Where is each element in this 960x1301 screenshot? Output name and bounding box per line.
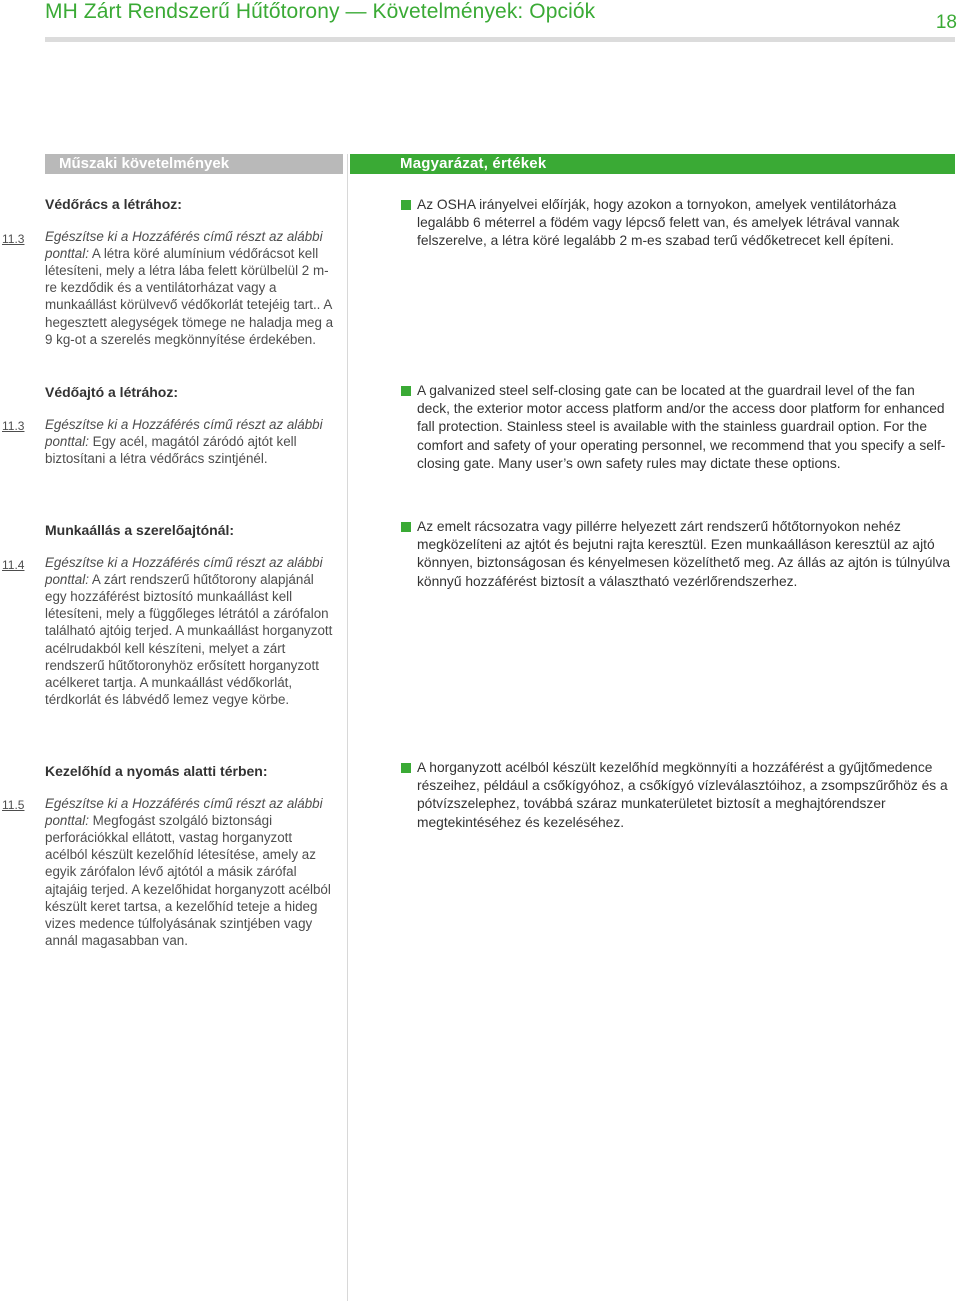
section-heading: Munkaállás a szerelőajtónál: (45, 522, 235, 538)
note-text: A horganyzott acélból készült kezelőhíd megkönnyíti a hozzáférést a gyűjtőmedence részeihez, például a csőkígyóhoz, a csőkígyó vízleválasztóihoz, a zsompszűrőhöz és a pótvízszelephez, továbbá száraz munkaterületet biztosít a meghajtórendszer megtekintéséhez és kezeléséhez. (417, 760, 948, 830)
section-lead: Egészítse ki a Hozzáférés című részt az alábbi ponttal: (45, 796, 323, 829)
note-item (401, 382, 951, 473)
column-divider (347, 154, 348, 1301)
note-item (401, 196, 951, 251)
section-plenum-walkway (45, 763, 335, 949)
bullet-square-icon (401, 763, 411, 773)
note-text: A galvanized steel self-closing gate can be located at the guardrail level of the fan deck, the exterior motor access platform and/or the access door platform for enhanced fall protection. Stainless steel is available with the stainless guardrail option. For the comfort and safety of your operating personnel, we recommend that you specify a self-closing gate. Many user’s own safety rules may dictate these options. (417, 383, 946, 471)
section-number: 11.3 (2, 419, 25, 433)
right-column-header: Magyarázat, értékek (350, 154, 955, 174)
bullet-square-icon (401, 200, 411, 210)
bullet-square-icon (401, 386, 411, 396)
section-body: A zárt rendszerű hűtőtorony alapjánál egy hozzáférést biztosító munkaállást kell létesíteni, mely a függőleges létrától a zárófalon található ajtóig terjed. A munkaállást horganyzott acélrudakból kell készíteni, melyet a zárt rendszerű hűtőtoronyhöz erősített horganyzott acélkeret tartja. A munkaállást védőkorlát, térdkorlát és lábvédő lemez vegye körbe. (45, 572, 333, 707)
bullet-square-icon (401, 522, 411, 532)
section-text (45, 795, 335, 949)
header-rule (45, 37, 955, 42)
section-heading: Védőajtó a létrához: (45, 384, 179, 400)
section-ladder-cage (45, 196, 335, 348)
note-text: Az OSHA irányelvei előírják, hogy azokon a tornyokon, amelyek ventilátorháza legalább 6 méterrel a födém vagy lépcső felett van, és amelyek létrával vannak felszerelve, a létra köré legalább 2 m-es szabad terű védőketrecet kell építeni. (417, 197, 900, 249)
section-text (45, 416, 335, 467)
left-column-header: Műszaki követelmények (45, 154, 343, 174)
section-number: 11.4 (2, 558, 25, 572)
section-body: A létra köré alumínium védőrácsot kell létesíteni, mely a létra lába felett körülbelül 2 m-re kezdődik és a ventilátorházat vagy a munkaállást körülvevő védőkorlát tetejéig tart.. A hegesztett alegységek tömege ne haladja meg a 9 kg-ot a szerelés megkönnyítése érdekében. (45, 246, 334, 347)
section-text (45, 228, 335, 348)
section-text (45, 554, 335, 708)
section-lead: Egészítse ki a Hozzáférés című részt az alábbi ponttal: (45, 555, 323, 588)
section-access-platform (45, 522, 335, 708)
page-title: MH Zárt Rendszerű Hűtőtorony — Követelmények: Opciók (45, 0, 596, 23)
section-body: Megfogást szolgáló biztonsági perforációkkal ellátott, vastag horganyzott acélból készült kezelőhíd létesítése, amely az egyik zárófalon lévő ajtótól a másik zárófal ajtajáig terjed. A kezelőhidat horganyzott acélból készült keret tartsa, a kezelőhíd teteje a hideg vizes medence túlfolyásának szintjében vagy annál magasabban van. (45, 813, 331, 948)
section-number: 11.3 (2, 232, 25, 246)
note-item (401, 759, 951, 832)
section-lead: Egészítse ki a Hozzáférés című részt az alábbi ponttal: (45, 229, 323, 262)
section-number: 11.5 (2, 798, 25, 812)
page-number: 18 (935, 12, 957, 33)
note-item (401, 518, 951, 591)
section-ladder-gate (45, 384, 335, 467)
section-body: Egy acél, magától záródó ajtót kell biztosítani a létra védőrács szintjénél. (45, 434, 297, 467)
section-heading: Védőrács a létrához: (45, 196, 182, 212)
section-lead: Egészítse ki a Hozzáférés című részt az alábbi ponttal: (45, 417, 323, 450)
section-heading: Kezelőhíd a nyomás alatti térben: (45, 763, 268, 779)
note-text: Az emelt rácsozatra vagy pillérre helyezett zárt rendszerű hőtőtornyokon nehéz megközelíteni az ajtót és bejutni rajta keresztül. Ezen munkaálláson keresztül az ajtó könnyen, biztonságosan és kényelmesen közelíthető meg. Az állás az ajtón is túlnyúlva könnyű hozzáférést biztosít a választható vezérlőrendszerhez. (417, 519, 951, 589)
